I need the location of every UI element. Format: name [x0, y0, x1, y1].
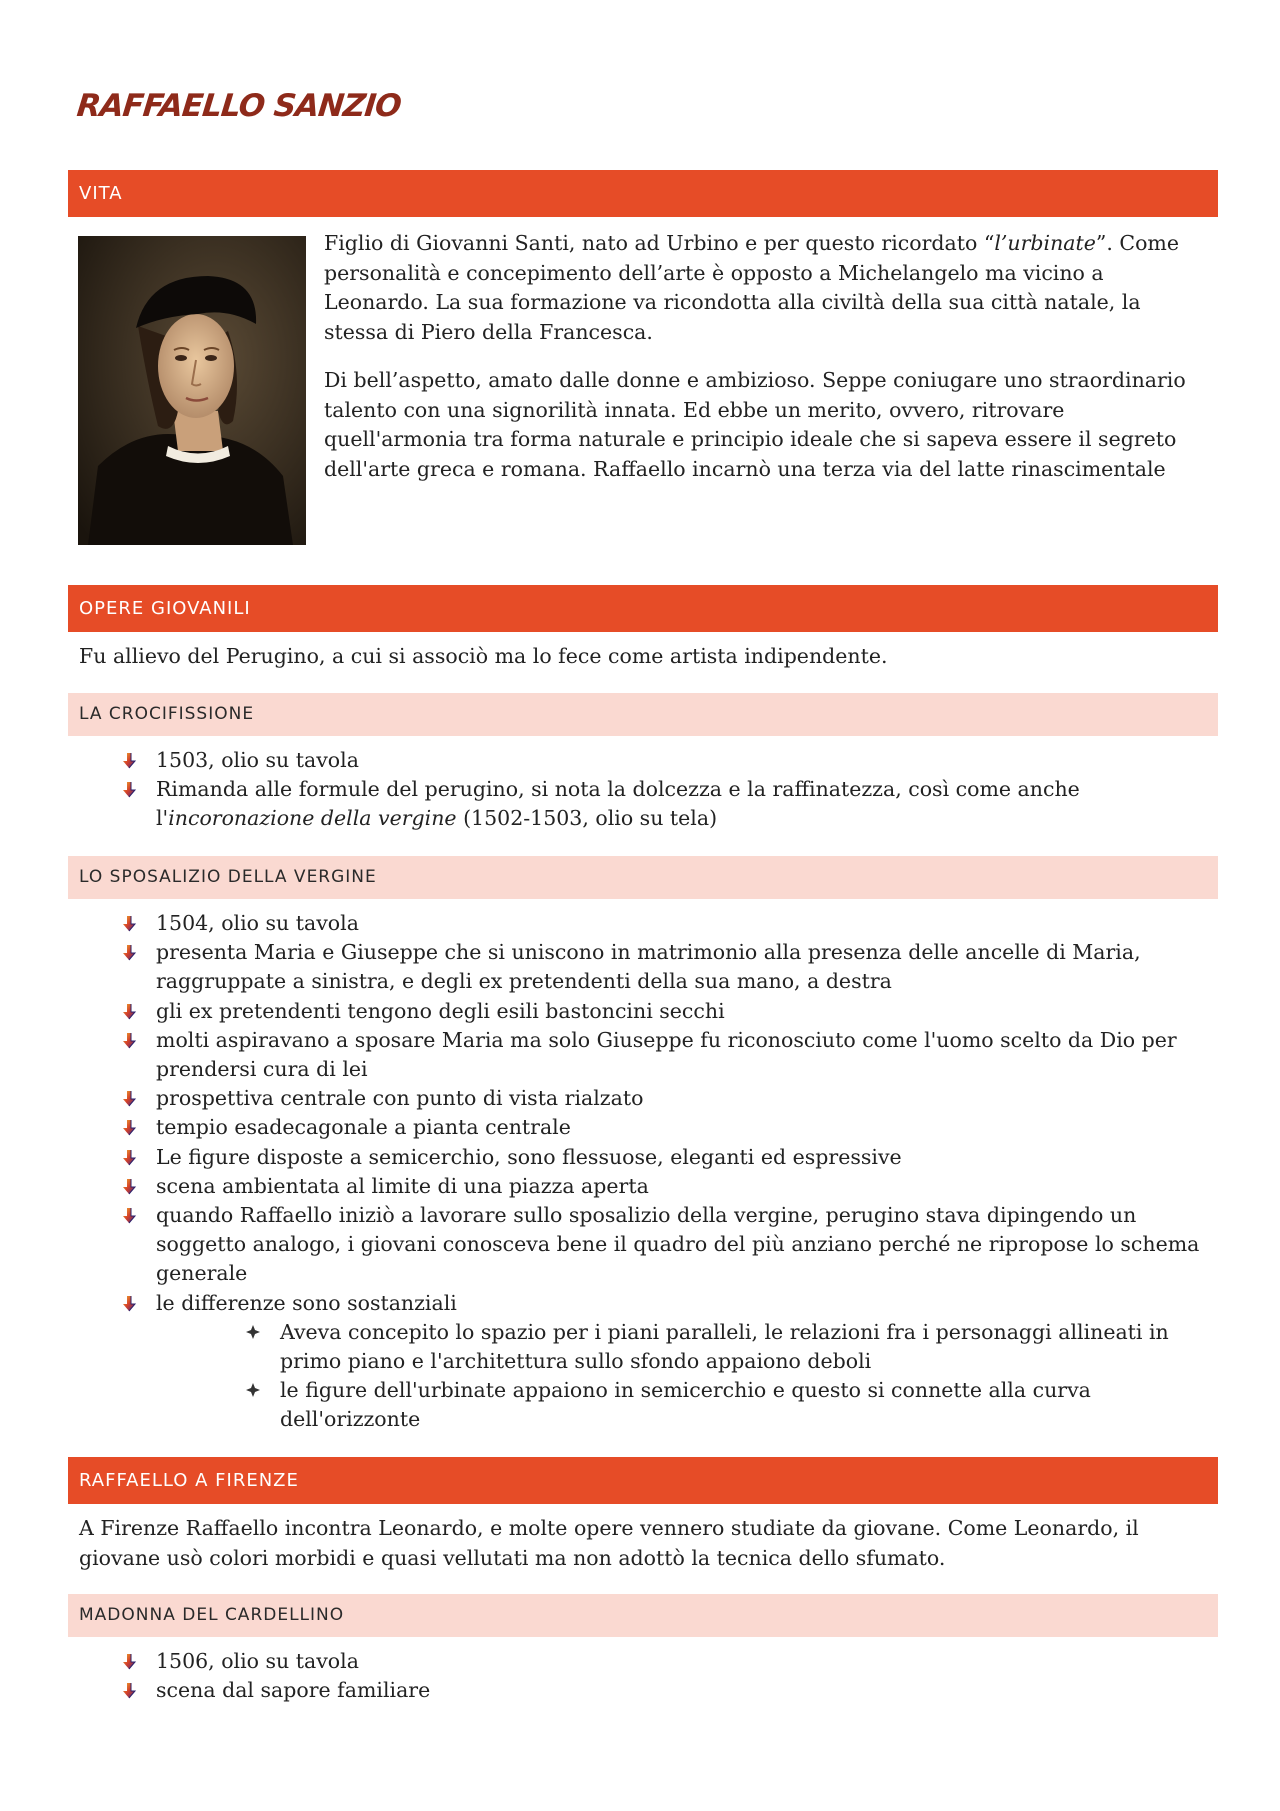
arrow-down-icon [120, 1653, 138, 1671]
arrow-down-icon [120, 944, 138, 962]
vita-p1-emphasis: l’urbinate [994, 231, 1096, 255]
diamond-icon [244, 1381, 262, 1399]
subsection-heading-cardellino: MADONNA DEL CARDELLINO [68, 1594, 1218, 1637]
list-item: molti aspiravano a sposare Maria ma solo Giuseppe fu riconosciuto come l'uomo scelto da Dio per prendersi cura di lei [116, 1026, 1216, 1084]
arrow-down-icon [120, 1149, 138, 1167]
section-heading-vita: VITA [68, 170, 1218, 217]
list-item: prospettiva centrale con punto di vista rialzato [116, 1084, 1216, 1113]
opere-intro: Fu allievo del Perugino, a cui si associò ma lo fece come artista indipendente. [79, 644, 888, 668]
arrow-down-icon [120, 1003, 138, 1021]
firenze-paragraph: A Firenze Raffaello incontra Leonardo, e molte opere vennero studiate da giovane. Come Leonardo, il giovane usò colori morbidi e quasi vellutati ma non adottò la tecnica dello sfumato. [79, 1516, 1139, 1570]
list-item: 1504, olio su tavola [116, 909, 1216, 938]
list-item: gli ex pretendenti tengono degli esili bastoncini secchi [116, 997, 1216, 1026]
arrow-down-icon [120, 915, 138, 933]
vita-p1-text-b: ”. Come personalità e concepimento dell’arte è opposto a Michelangelo ma vicino a Leonardo. La sua formazione va ricondotta alla civiltà della sua città natale, la stessa di Piero della Francesca. [324, 231, 1180, 344]
list-item: Le figure disposte a semicerchio, sono flessuose, eleganti ed espressive [116, 1143, 1216, 1172]
arrow-down-icon [120, 752, 138, 770]
page-title: RAFFAELLO SANZIO [75, 88, 403, 124]
crocifissione-list [116, 746, 1216, 834]
list-item: scena ambientata al limite di una piazza aperta [116, 1172, 1216, 1201]
section-heading-opere-giovanili: OPERE GIOVANILI [68, 585, 1218, 632]
list-item: le differenze sono sostanziali Aveva concepito lo spazio per i piani paralleli, le relazioni fra i personaggi allineati in primo piano e l'architettura sullo sfondo appaiono deboli le figure dell'urbinate appaiono in semicerchio e questo si connette alla curva dell'orizzonte [116, 1289, 1216, 1435]
sub-list-item: Aveva concepito lo spazio per i piani paralleli, le relazioni fra i personaggi allineati in primo piano e l'architettura sullo sfondo appaiono deboli [241, 1318, 1216, 1376]
subsection-heading-crocifissione: LA CROCIFISSIONE [68, 693, 1218, 736]
arrow-down-icon [120, 1207, 138, 1225]
list-item: quando Raffaello iniziò a lavorare sullo sposalizio della vergine, perugino stava dipingendo un soggetto analogo, i giovani conosceva bene il quadro del più anziano perché ne ripropose lo schema generale [116, 1201, 1216, 1289]
arrow-down-icon [120, 1090, 138, 1108]
arrow-down-icon [120, 1032, 138, 1050]
vita-paragraph-1 [324, 229, 1210, 347]
sposalizio-list [116, 909, 1216, 1435]
vita-p1-text-a: Figlio di Giovanni Santi, nato ad Urbino e per questo ricordato “ [324, 231, 995, 255]
section-heading-raffaello-a-firenze: RAFFAELLO A FIRENZE [68, 1457, 1218, 1504]
portrait-image [78, 236, 306, 545]
diamond-icon [244, 1323, 262, 1341]
subsection-heading-sposalizio: LO SPOSALIZIO DELLA VERGINE [68, 856, 1218, 899]
arrow-down-icon [120, 781, 138, 799]
arrow-down-icon [120, 1119, 138, 1137]
arrow-down-icon [120, 1682, 138, 1700]
arrow-down-icon [120, 1295, 138, 1313]
list-item: 1506, olio su tavola [116, 1647, 1216, 1676]
vita-paragraph-2: Di bell’aspetto, amato dalle donne e ambizioso. Seppe coniugare uno straordinario talento con una signorilità innata. Ed ebbe un merito, ovvero, ritrovare quell'armonia tra forma naturale e principio ideale che si sapeva essere il segreto dell'arte greca e romana. Raffaello incarnò una terza via del latte rinascimentale [324, 368, 1186, 481]
list-item: 1503, olio su tavola [116, 746, 1216, 775]
list-item: presenta Maria e Giuseppe che si uniscono in matrimonio alla presenza delle ancelle di Maria, raggruppate a sinistra, e degli ex pretendenti della sua mano, a destra [116, 938, 1216, 996]
list-item: Rimanda alle formule del perugino, si nota la dolcezza e la raffinatezza, così come anche l'incoronazione della vergine (1502-1503, olio su tela) [116, 775, 1216, 833]
cardellino-list [116, 1647, 1216, 1705]
portrait-illustration [78, 236, 306, 545]
arrow-down-icon [120, 1178, 138, 1196]
sub-list-item: le figure dell'urbinate appaiono in semicerchio e questo si connette alla curva dell'orizzonte [241, 1376, 1216, 1434]
list-item: tempio esadecagonale a pianta centrale [116, 1113, 1216, 1142]
sposalizio-sublist [241, 1318, 1216, 1435]
list-item: scena dal sapore familiare [116, 1676, 1216, 1705]
